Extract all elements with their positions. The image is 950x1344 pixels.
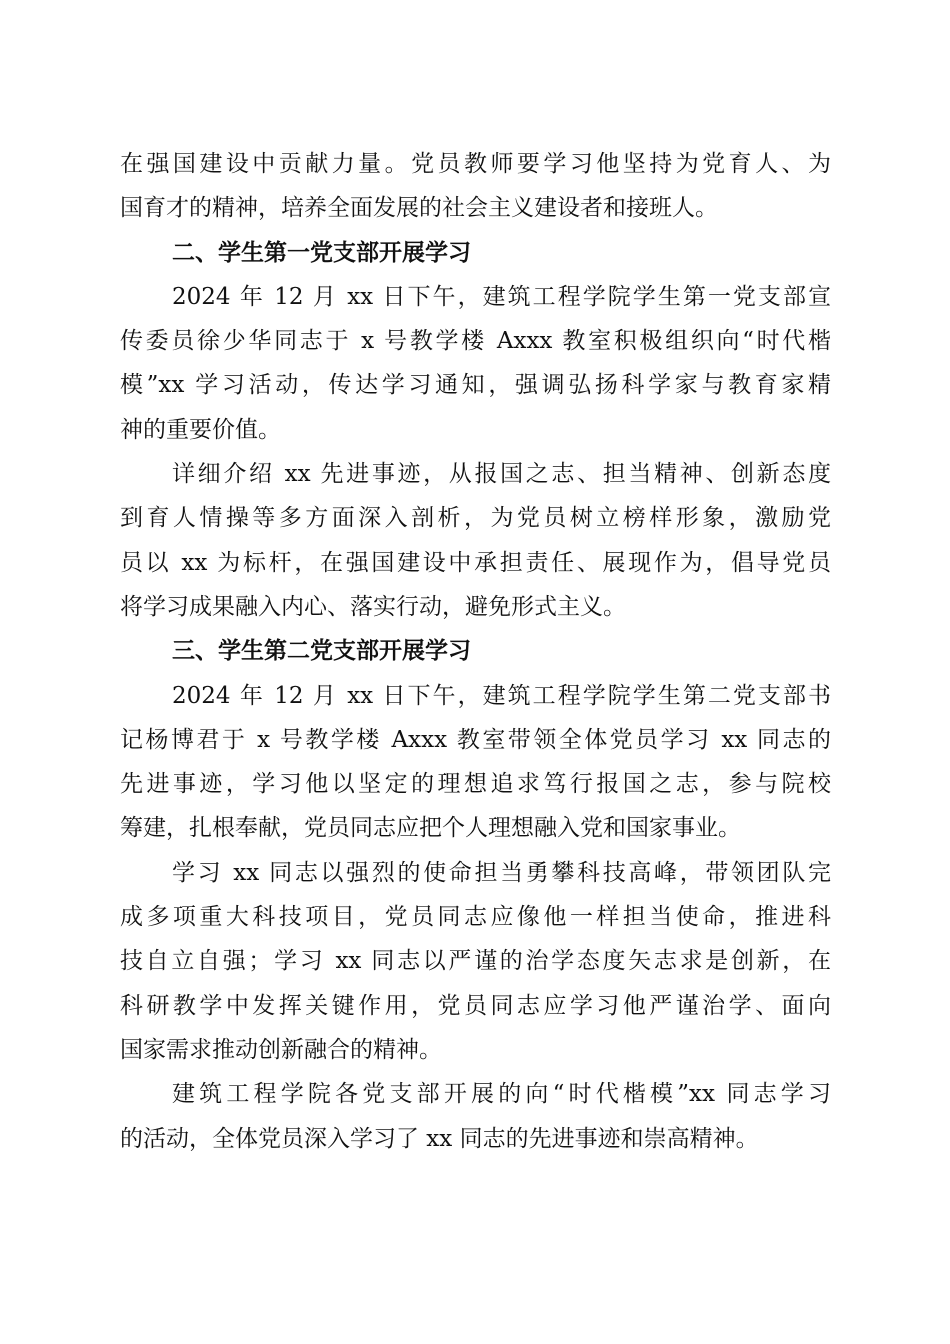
text-line: 先进事迹，学习他以坚定的理想追求笃行报国之志，参与院校 bbox=[120, 771, 831, 798]
text-line: 成多项重大科技项目，党员同志应像他一样担当使命，推进科 bbox=[120, 904, 831, 931]
paragraph bbox=[120, 1072, 831, 1161]
text-line: 二、学生第一党支部开展学习 bbox=[172, 239, 471, 266]
text-line: 神的重要价值。 bbox=[120, 416, 281, 443]
section-heading bbox=[120, 629, 831, 673]
text-line: 国育才的精神，培养全面发展的社会主义建设者和接班人。 bbox=[120, 195, 718, 222]
text-line: 国家需求推动创新融合的精神。 bbox=[120, 1036, 442, 1063]
text-line: 科研教学中发挥关键作用，党员同志应学习他严谨治学、面向 bbox=[120, 992, 831, 1019]
text-line: 到育人情操等多方面深入剖析，为党员树立榜样形象，激励党 bbox=[120, 505, 831, 532]
text-line: 2024 年 12 月 xx 日下午，建筑工程学院学生第二党支部书 bbox=[172, 682, 831, 709]
text-line: 建筑工程学院各党支部开展的向“时代楷模”xx 同志学习 bbox=[172, 1081, 831, 1108]
section-heading bbox=[120, 231, 831, 275]
paragraph bbox=[120, 674, 831, 851]
text-line: 学习 xx 同志以强烈的使命担当勇攀科技高峰，带领团队完 bbox=[172, 859, 831, 886]
text-line: 记杨博君于 x 号教学楼 Axxx 教室带领全体党员学习 xx 同志的 bbox=[120, 726, 831, 753]
text-line: 的活动，全体党员深入学习了 xx 同志的先进事迹和崇高精神。 bbox=[120, 1125, 759, 1152]
text-line: 将学习成果融入内心、落实行动，避免形式主义。 bbox=[120, 593, 626, 620]
text-line: 三、学生第二党支部开展学习 bbox=[172, 638, 471, 665]
paragraph bbox=[120, 142, 831, 231]
text-line: 2024 年 12 月 xx 日下午，建筑工程学院学生第一党支部宣 bbox=[172, 283, 831, 310]
paragraph bbox=[120, 452, 831, 629]
paragraph bbox=[120, 275, 831, 452]
text-line: 在强国建设中贡献力量。党员教师要学习他坚持为党育人、为 bbox=[120, 151, 831, 177]
text-line: 详细介绍 xx 先进事迹，从报国之志、担当精神、创新态度 bbox=[172, 461, 831, 488]
document-page bbox=[120, 142, 831, 1161]
text-line: 模”xx 学习活动，传达学习通知，强调弘扬科学家与教育家精 bbox=[120, 372, 831, 399]
text-line: 技自立自强；学习 xx 同志以严谨的治学态度矢志求是创新，在 bbox=[120, 948, 831, 975]
text-line: 员以 xx 为标杆，在强国建设中承担责任、展现作为，倡导党员 bbox=[120, 549, 831, 576]
text-line: 筹建，扎根奉献，党员同志应把个人理想融入党和国家事业。 bbox=[120, 815, 741, 842]
text-line: 传委员徐少华同志于 x 号教学楼 Axxx 教室积极组织向“时代楷 bbox=[120, 328, 831, 355]
paragraph bbox=[120, 851, 831, 1072]
